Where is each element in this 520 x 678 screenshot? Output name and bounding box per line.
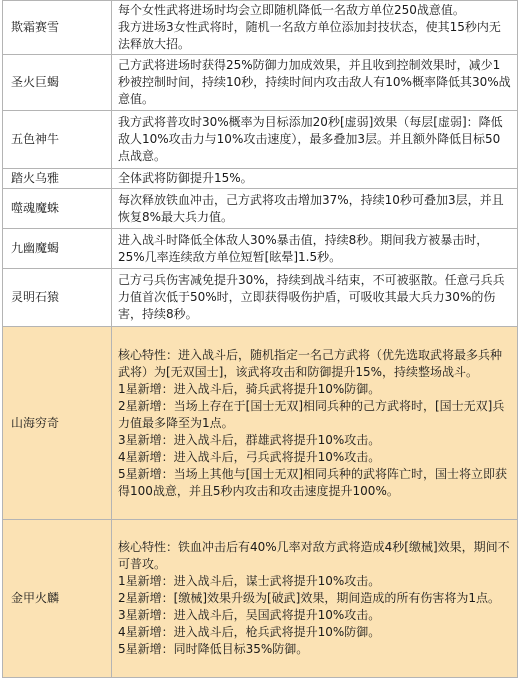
pet-name-cell: 灵明石猿	[3, 269, 112, 327]
table-row	[3, 269, 518, 327]
table-row	[3, 111, 518, 169]
description-line: 4星新增：进入战斗后，弓兵武将提升10%攻击。	[118, 449, 381, 464]
pet-description-cell	[112, 269, 518, 327]
pet-name-cell: 圣火巨蝎	[3, 55, 112, 111]
description-line: 5星新增：同时降低目标35%防御。	[118, 642, 309, 656]
pet-name-cell: 踏火乌雅	[3, 169, 112, 189]
pet-name-cell: 九幽魔蝎	[3, 229, 112, 269]
pet-name-cell: 噬魂魔蛛	[3, 189, 112, 229]
pet-description-cell	[112, 169, 518, 189]
pet-description-cell	[112, 1, 518, 55]
description-line: 3星新增：进入战斗后，群雄武将提升10%攻击。	[118, 432, 381, 447]
description-line: 1星新增：进入战斗后，谋士武将提升10%攻击。	[118, 574, 381, 588]
description-line: 5星新增：当场上其他与[国士无双]相同兵种的武将阵亡时，国士将立即获得100战意，并且5秒内攻击和攻击速度提升100%。	[118, 466, 508, 498]
table-row	[3, 229, 518, 269]
table-row	[3, 55, 518, 111]
pet-name-cell: 金甲火麟	[3, 520, 112, 678]
pet-description-cell	[112, 189, 518, 229]
description-line: 核心特性：铁血冲击后有40%几率对敌方武将造成4秒[缴械]效果，期间不可普攻。	[118, 540, 510, 571]
description-line: 每个女性武将进场时均会立即随机降低一名敌方单位250战意值。	[118, 3, 465, 17]
description-line: 我方进场3女性武将时，随机一名敌方单位添加封技状态，使其15秒内无法释放大招。	[118, 20, 501, 51]
description-line: 我方武将普攻时30%概率为目标添加20秒[虚弱]效果（每层[虚弱]：降低敌人10%攻击力与10%攻击速度），最多叠加3层。并且额外降低目标50点战意。	[118, 115, 503, 163]
description-line: 1星新增：进入战斗后，骑兵武将提升10%防御。	[118, 381, 381, 396]
pet-name-cell: 山海穷奇	[3, 327, 112, 520]
pet-name-cell: 欺霜赛雪	[3, 1, 112, 55]
pet-name-cell: 五色神牛	[3, 111, 112, 169]
pet-description-cell	[112, 111, 518, 169]
pet-description-cell	[112, 327, 518, 520]
description-line: 进入战斗时降低全体敌人30%暴击值，持续8秒。期间我方被暴击时，25%几率连续敌方单位短暂[眩晕]1.5秒。	[118, 232, 489, 264]
description-line: 2星新增：当场上存在于[国士无双]相同兵种的己方武将时，[国士无双]兵力值最多降至为1点。	[118, 398, 505, 430]
description-line: 2星新增：[缴械]效果升级为[破武]效果，期间造成的所有伤害将为1点。	[118, 591, 500, 605]
description-line: 4星新增：进入战斗后，枪兵武将提升10%防御。	[118, 625, 381, 639]
description-line: 每次释放铁血冲击，己方武将攻击增加37%，持续10秒可叠加3层，并且恢复8%最大兵力值。	[118, 192, 504, 224]
description-line: 己方武将进场时获得25%防御力加成效果，并且收到控制效果时，减少1秒被控制时间，持续10秒，持续时间内攻击敌人有10%概率降低其30%战意值。	[118, 58, 511, 106]
description-line: 全体武将防御提升15%。	[118, 171, 253, 185]
pet-skill-table	[2, 0, 518, 678]
table-row	[3, 169, 518, 189]
pet-description-cell	[112, 520, 518, 678]
pet-description-cell	[112, 55, 518, 111]
description-line: 核心特性：进入战斗后，随机指定一名己方武将（优先选取武将最多兵种武将）为[无双国士]，该武将攻击和防御提升15%，持续整场战斗。	[118, 347, 503, 379]
table-row	[3, 189, 518, 229]
pet-description-cell	[112, 229, 518, 269]
description-line: 3星新增：进入战斗后，吴国武将提升10%攻击。	[118, 608, 381, 622]
description-line: 己方弓兵伤害减免提升30%，持续到战斗结束，不可被驱散。任意弓兵兵力值首次低于50%时，立即获得吸伤护盾，可吸收其最大兵力30%的伤害，持续8秒。	[118, 273, 505, 321]
table-row	[3, 520, 518, 678]
table-row	[3, 1, 518, 55]
table-row	[3, 327, 518, 520]
